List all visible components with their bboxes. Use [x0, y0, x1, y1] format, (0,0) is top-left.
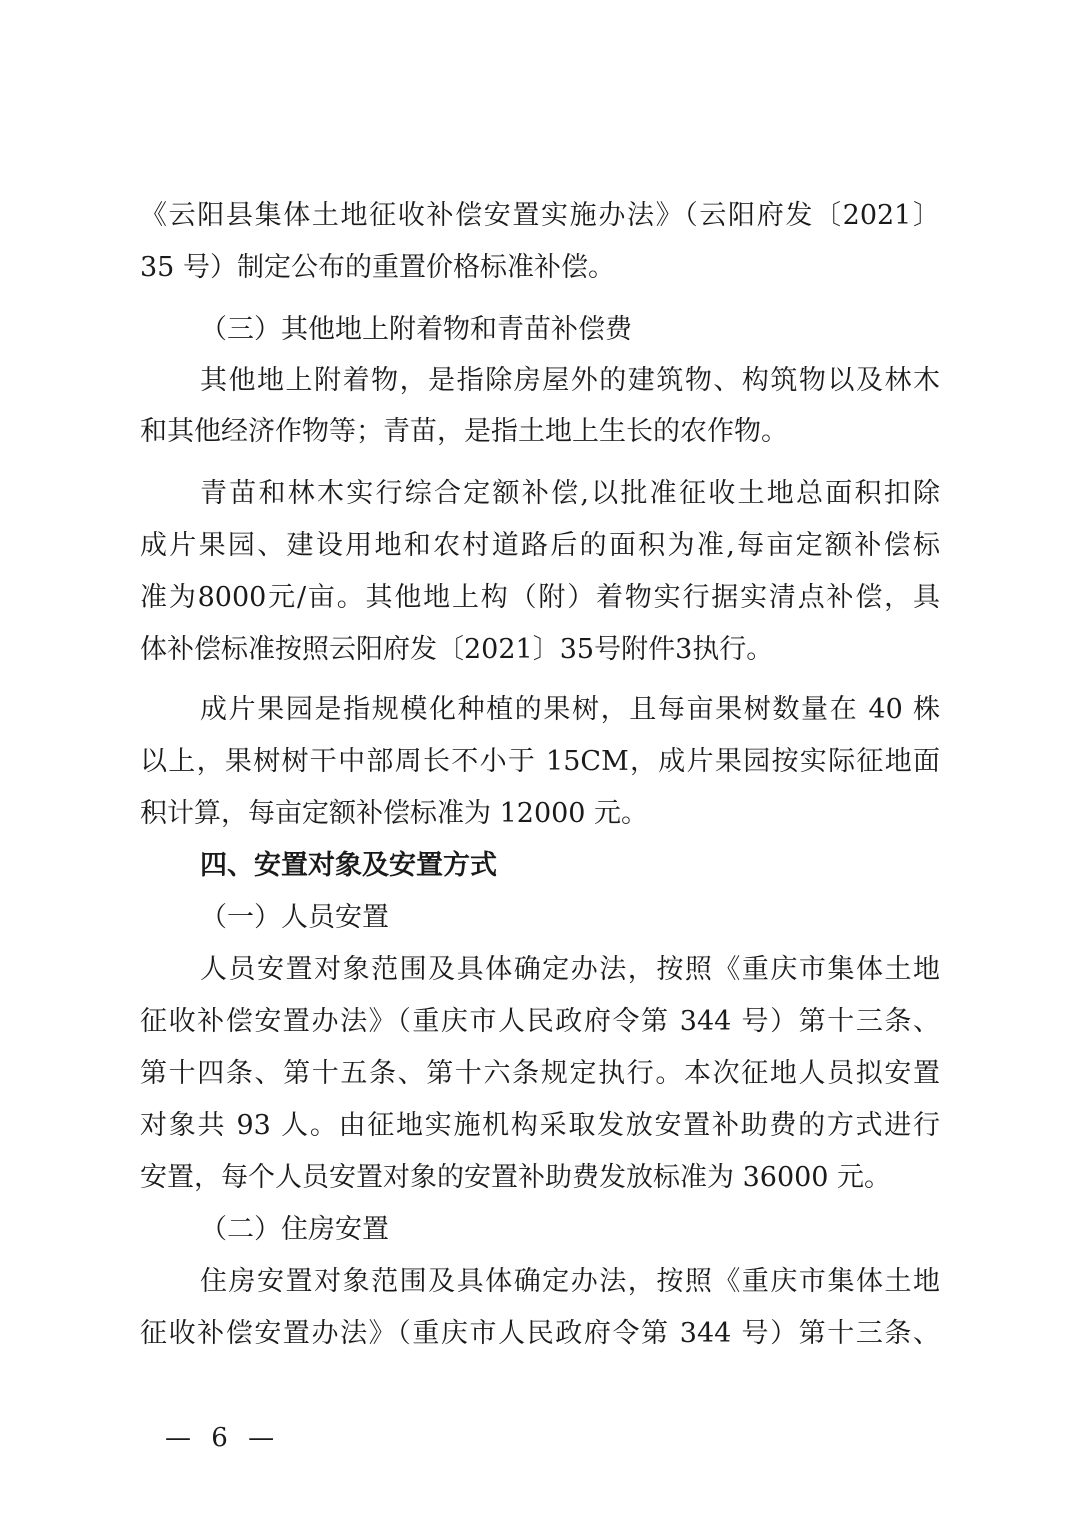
paragraph-line: 35 号）制定公布的重置价格标准补偿。: [140, 252, 615, 283]
section-heading: （一）人员安置: [200, 902, 389, 933]
chapter-heading: 四、安置对象及安置方式: [200, 850, 497, 881]
paragraph-line: 以上，果树树干中部周长不小于 15CM，成片果园按实际征地面: [140, 746, 940, 777]
paragraph-line: 安置，每个人员安置对象的安置补助费发放标准为 36000 元。: [140, 1162, 892, 1193]
paragraph-line: 征收补偿安置办法》（重庆市人民政府令第 344 号）第十三条、: [140, 1318, 940, 1349]
paragraph-line: 其他地上附着物，是指除房屋外的建筑物、构筑物以及林木: [200, 365, 940, 396]
paragraph-line: 人员安置对象范围及具体确定办法，按照《重庆市集体土地: [200, 954, 940, 985]
paragraph-line: 积计算，每亩定额补偿标准为 12000 元。: [140, 798, 649, 829]
paragraph-line: 和其他经济作物等；青苗，是指土地上生长的农作物。: [140, 416, 788, 447]
paragraph-line: 住房安置对象范围及具体确定办法，按照《重庆市集体土地: [200, 1266, 940, 1297]
paragraph-line: 对象共 93 人。由征地实施机构采取发放安置补助费的方式进行: [140, 1110, 940, 1141]
paragraph-line: 征收补偿安置办法》（重庆市人民政府令第 344 号）第十三条、: [140, 1006, 940, 1037]
paragraph-line: 《云阳县集体土地征收补偿安置实施办法》（云阳府发〔2021〕: [140, 200, 940, 231]
page-number: — 6 —: [165, 1423, 281, 1453]
paragraph-line: 成片果园是指规模化种植的果树，且每亩果树数量在 40 株: [200, 694, 940, 725]
paragraph-line: 准为8000元/亩。其他地上构（附）着物实行据实清点补偿，具: [140, 582, 940, 613]
paragraph-line: 第十四条、第十五条、第十六条规定执行。本次征地人员拟安置: [140, 1058, 940, 1089]
paragraph-line: 成片果园、建设用地和农村道路后的面积为准,每亩定额补偿标: [140, 530, 940, 561]
section-heading: （三）其他地上附着物和青苗补偿费: [200, 314, 632, 345]
paragraph-line: 体补偿标准按照云阳府发〔2021〕35号附件3执行。: [140, 634, 774, 665]
section-heading: （二）住房安置: [200, 1214, 389, 1245]
paragraph-line: 青苗和林木实行综合定额补偿,以批准征收土地总面积扣除: [200, 478, 940, 509]
